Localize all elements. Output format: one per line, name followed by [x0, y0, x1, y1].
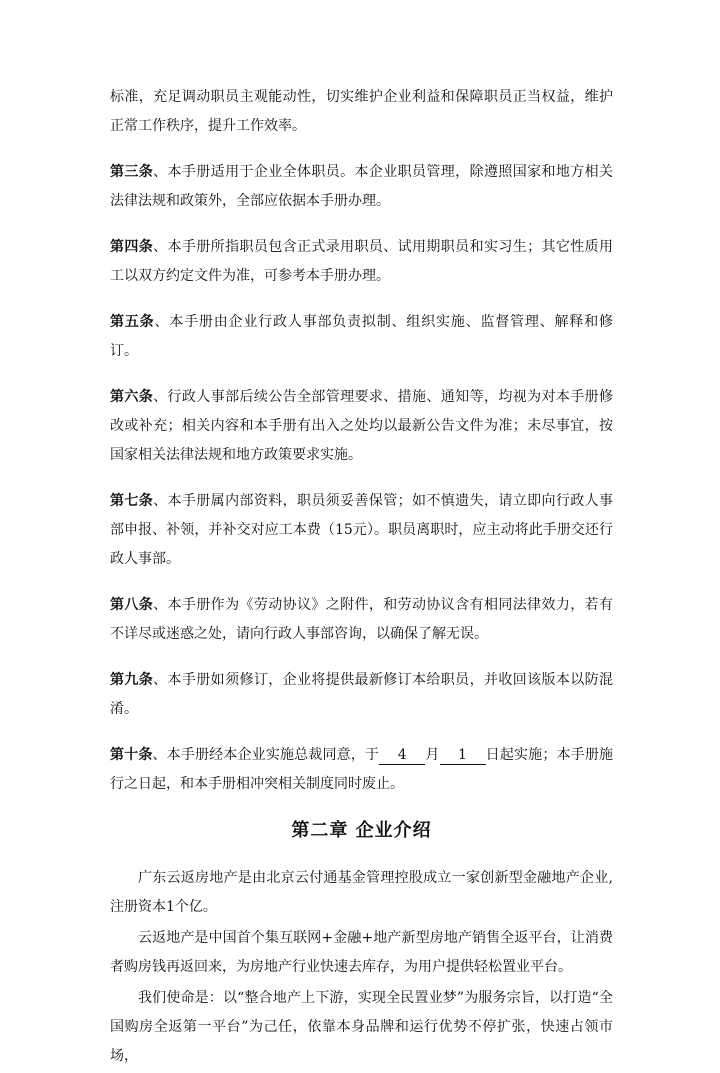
article-10-month-unit: 月: [425, 747, 440, 763]
article-9: [110, 666, 613, 724]
article-8-number: 第八条: [110, 597, 154, 613]
chapter-2-paragraph-3: 我们使命是：以“整合地产上下游，实现全民置业梦”为服务宗旨，以打造“全国购房全返第一平台”为己任，依靠本身品牌和运行优势不停扩张，快速占领市场，: [110, 990, 613, 1064]
article-9-number: 第九条: [110, 672, 154, 688]
article-8: [110, 591, 613, 649]
chapter-2-paragraph-2: 云返地产是中国首个集互联网+金融+地产新型房地产销售全返平台，让消费者购房钱再返回来，为房地产行业快速去库存，为用户提供轻松置业平台。: [110, 930, 613, 975]
chapter-2-title: 第二章 企业介绍: [291, 820, 432, 841]
article-5-text: 、本手册由企业行政人事部负责拟制、组织实施、监督管理、解释和修订。: [110, 314, 614, 359]
article-10-month-blank: 4: [379, 746, 425, 765]
intro-continuation-text: 标准，充足调动职员主观能动性，切实维护企业利益和保障职员正当权益，维护正常工作秩序，提升工作效率。: [110, 89, 613, 134]
article-10-text-pre: 、本手册经本企业实施总裁同意，于: [152, 747, 380, 763]
article-4-text: 、本手册所指职员包含正式录用职员、试用期职员和实习生；其它性质用工以双方约定文件为准，可参考本手册办理。: [110, 239, 614, 284]
article-7: [110, 487, 613, 574]
article-4: [110, 233, 613, 291]
article-3-number: 第三条: [110, 164, 154, 180]
article-4-number: 第四条: [110, 239, 154, 255]
article-10: [110, 741, 613, 799]
article-5-number: 第五条: [110, 314, 155, 330]
article-6-number: 第六条: [110, 389, 154, 405]
article-10-text-post: 日起实施；本手册施行之日起，和本手册相冲突相关制度同时废止。: [110, 747, 614, 792]
article-10-day-blank: 1: [440, 746, 486, 765]
article-7-number: 第七条: [110, 493, 154, 509]
article-6-text: 、行政人事部后续公告全部管理要求、措施、通知等，均视为对本手册修改或补充；相关内容和本手册有出入之处均以最新公告文件为准；未尽事宜，按国家相关法律法规和地方政策要求实施。: [110, 389, 614, 463]
article-5: [110, 308, 613, 366]
article-3: [110, 158, 613, 216]
intro-continuation: [110, 83, 613, 141]
article-8-text: 、本手册作为《劳动协议》之附件，和劳动协议含有相同法律效力，若有不详尽或迷惑之处，请向行政人事部咨询，以确保了解无误。: [110, 597, 614, 642]
article-9-text: 、本手册如须修订，企业将提供最新修订本给职员，并收回该版本以防混淆。: [110, 672, 614, 717]
article-10-number: 第十条: [110, 747, 153, 763]
chapter-2-paragraph-1: 广东云返房地产是由北京云付通基金管理控股成立一家创新型金融地产企业,注册资本1个亿。: [110, 870, 613, 915]
article-3-text: 、本手册适用于企业全体职员。本企业职员管理，除遵照国家和地方相关法律法规和政策外，全部应依据本手册办理。: [110, 164, 614, 209]
article-6: [110, 383, 613, 470]
article-7-text: 、本手册属内部资料，职员须妥善保管；如不慎遗失，请立即向行政人事部申报、补领，并补交对应工本费（15元）。职员离职时，应主动将此手册交还行政人事部。: [110, 493, 614, 567]
document-body: [110, 83, 613, 1073]
